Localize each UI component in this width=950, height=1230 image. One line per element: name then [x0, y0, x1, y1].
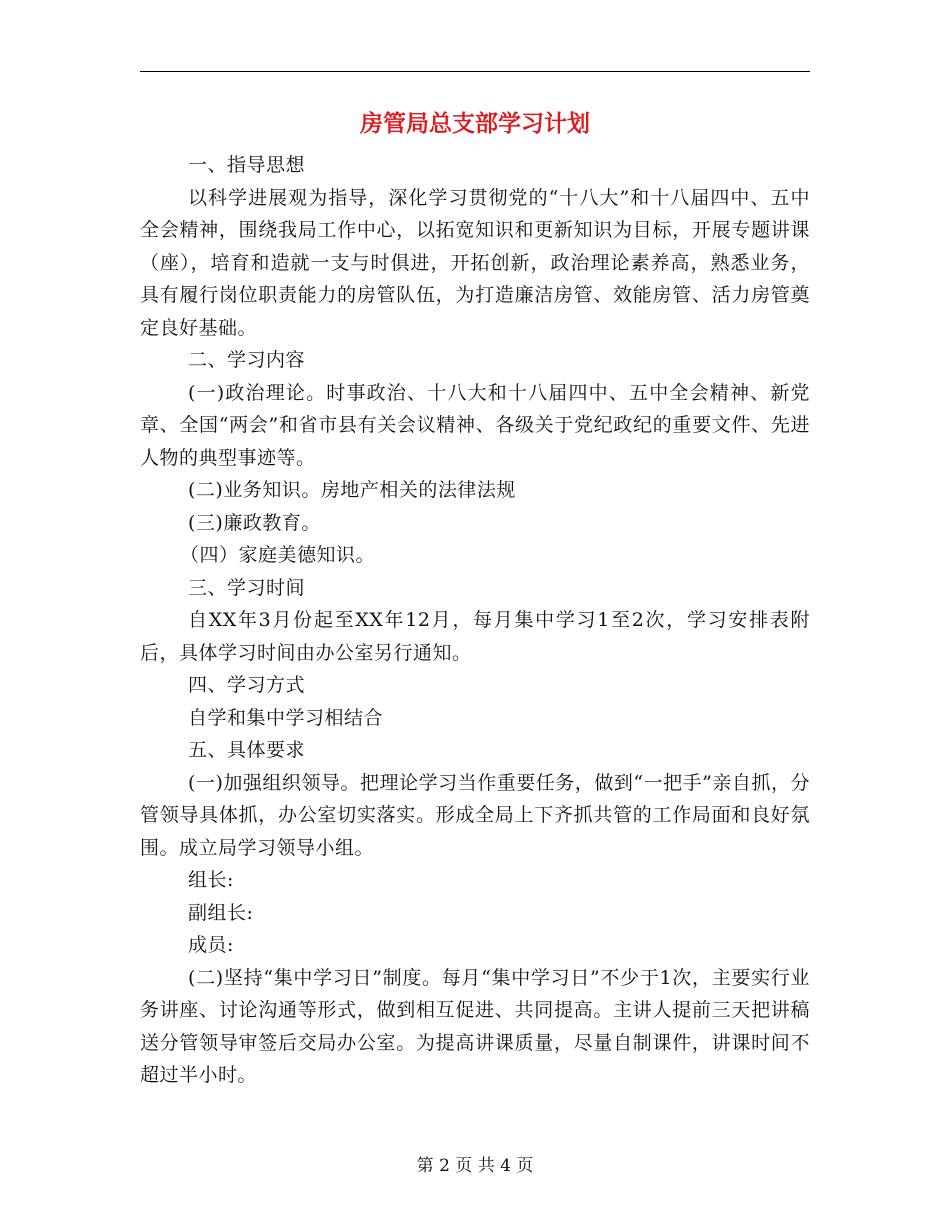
section-heading-requirements: 五、具体要求: [188, 739, 306, 761]
paragraph-study-time: 自XX年3月份起至XX年12月，每月集中学习1至2次，学习安排表附后，具体学习时间由办公室另行通知。: [140, 609, 810, 664]
paragraph-organization-leadership: (一)加强组织领导。把理论学习当作重要任务，做到“一把手”亲自抓，分管领导具体抓，办公室切实落实。形成全局上下齐抓共管的工作局面和良好氛围。成立局学习领导小组。: [140, 771, 810, 859]
document-body: [140, 149, 810, 1092]
paragraph-integrity-education: (三)廉政教育。: [188, 511, 321, 534]
paragraph-political-theory: (一)政治理论。时事政治、十八大和十八届四中、五中全会精神、新党章、全国“两会”和省市县有关会议精神、各级关于党纪政纪的重要文件、先进人物的典型事迹等。: [140, 381, 810, 469]
section-heading-study-time: 三、学习时间: [188, 576, 306, 599]
paragraph-guiding-thought: 以科学进展观为指导，深化学习贯彻党的“十八大”和十八届四中、五中全会精神，围绕我局工作中心，以拓宽知识和更新知识为目标，开展专题讲课（座），培育和造就一支与时俱进，开拓创新，政治理论素养高，熟悉业务，具有履行岗位职责能力的房管队伍，为打造廉洁房管、效能房管、活力房管奠定良好基础。: [140, 186, 810, 339]
paragraph-business-knowledge: (二)业务知识。房地产相关的法律法规: [188, 479, 516, 501]
page-footer: [0, 1155, 950, 1177]
page-number: 第 2 页 共 4 页: [416, 1156, 534, 1176]
section-heading-study-method: 四、学习方式: [188, 674, 306, 696]
document-title: 房管局总支部学习计划: [360, 110, 590, 137]
header-rule: [140, 71, 810, 72]
section-heading-study-content: 二、学习内容: [188, 349, 306, 371]
section-heading-guiding-thought: 一、指导思想: [188, 154, 306, 176]
paragraph-family-virtue: （四）家庭美德知识。: [180, 544, 376, 566]
paragraph-deputy-leader: 副组长:: [188, 901, 254, 924]
paragraph-study-method: 自学和集中学习相结合: [188, 706, 384, 729]
paragraph-study-day-system: (二)坚持“集中学习日”制度。每月“集中学习日”不少于1次，主要实行业务讲座、讨论沟通等形式，做到相互促进、共同提高。主讲人提前三天把讲稿送分管领导审签后交局办公室。为提高讲课质量，尽量自制课件，讲课时间不超过半小时。: [140, 966, 810, 1086]
paragraph-members: 成员:: [188, 934, 234, 956]
paragraph-group-leader: 组长:: [188, 869, 234, 891]
